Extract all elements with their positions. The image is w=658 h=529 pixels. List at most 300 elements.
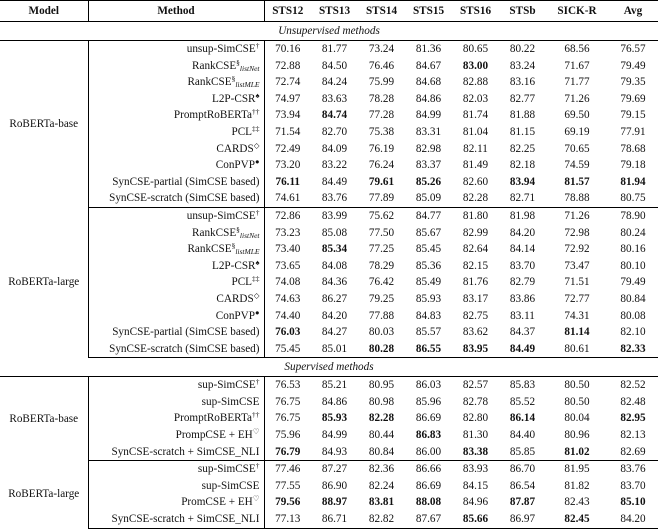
method-sub: listNet xyxy=(239,63,260,73)
method-cell xyxy=(88,225,264,242)
value-cell: 80.50 xyxy=(564,395,590,408)
value-cell: 82.25 xyxy=(509,142,536,155)
value-cell: 79.69 xyxy=(620,92,646,105)
value-cell: 76.19 xyxy=(368,142,395,155)
value-cell: 86.90 xyxy=(321,479,348,492)
value-cell: 81.88 xyxy=(509,109,536,122)
value-cell: 77.55 xyxy=(264,478,311,495)
value-cell: 74.08 xyxy=(264,274,311,291)
value-cell: 80.10 xyxy=(620,259,646,272)
value-cell: 82.28 xyxy=(452,190,499,207)
method-name: ConPVP xyxy=(215,309,255,322)
value-cell: 69.50 xyxy=(564,109,590,122)
table-row xyxy=(0,444,658,461)
method-sup: ♡ xyxy=(252,427,260,437)
method-sub: listMLE xyxy=(235,247,260,257)
value-cell: 84.74 xyxy=(321,109,348,122)
method-sup: § xyxy=(236,57,240,67)
value-cell: 79.61 xyxy=(368,175,395,188)
value-cell: 82.43 xyxy=(564,496,590,509)
value-cell: 86.69 xyxy=(415,412,442,425)
value-cell: 88.08 xyxy=(415,496,442,509)
value-cell: 80.61 xyxy=(546,341,608,358)
table-row xyxy=(0,427,658,444)
value-cell: 77.89 xyxy=(358,190,405,207)
value-cell: 82.70 xyxy=(321,125,348,138)
table-row xyxy=(0,377,658,394)
value-cell: 82.82 xyxy=(358,511,405,528)
value-cell: 81.30 xyxy=(462,429,489,442)
value-cell: 81.74 xyxy=(462,109,489,122)
value-cell: 78.29 xyxy=(368,259,395,272)
value-cell: 77.88 xyxy=(368,309,395,322)
value-cell: 79.15 xyxy=(620,109,646,122)
value-cell: 76.11 xyxy=(264,174,311,191)
value-cell: 88.97 xyxy=(321,496,348,509)
value-cell: 75.38 xyxy=(368,125,395,138)
value-cell: 73.47 xyxy=(564,259,590,272)
value-cell: 76.53 xyxy=(264,377,311,394)
method-name: RankCSE xyxy=(187,76,232,89)
value-cell: 85.57 xyxy=(415,326,442,339)
table-row xyxy=(0,141,658,158)
value-cell: 78.68 xyxy=(620,142,646,155)
table-row xyxy=(0,225,658,242)
value-cell: 82.45 xyxy=(546,511,608,528)
value-cell: 82.24 xyxy=(368,479,395,492)
value-cell: 83.37 xyxy=(415,159,442,172)
method-sup: § xyxy=(231,74,236,84)
value-cell: 85.01 xyxy=(311,341,358,358)
value-cell: 83.63 xyxy=(321,92,348,105)
value-cell: 81.15 xyxy=(509,125,536,138)
method-sup: ♠ xyxy=(255,257,260,267)
value-cell: 82.15 xyxy=(462,259,489,272)
method-cell xyxy=(88,91,264,108)
method-cell xyxy=(88,377,264,394)
value-cell: 73.94 xyxy=(264,107,311,124)
value-cell: 87.67 xyxy=(405,511,452,528)
value-cell: 72.86 xyxy=(264,207,311,224)
value-cell: 86.66 xyxy=(415,463,442,476)
method-name: ConPVP xyxy=(215,159,255,172)
value-cell: 75.99 xyxy=(368,76,395,89)
method-cell xyxy=(88,207,264,224)
method-name: PromptRoBERTa xyxy=(173,412,252,425)
value-cell: 82.28 xyxy=(368,412,395,425)
value-cell: 85.21 xyxy=(321,379,348,392)
table-row xyxy=(0,478,658,495)
value-cell: 83.38 xyxy=(452,444,499,461)
value-cell: 84.09 xyxy=(321,142,348,155)
model-cell: RoBERTa-large xyxy=(0,207,88,357)
method-sub: listNet xyxy=(239,230,260,240)
value-cell: 78.28 xyxy=(368,92,395,105)
method-cell xyxy=(88,174,264,191)
value-cell: 84.20 xyxy=(608,511,658,528)
method-cell xyxy=(88,444,264,461)
value-cell: 80.95 xyxy=(368,379,395,392)
value-cell: 83.99 xyxy=(321,209,348,222)
value-cell: 82.75 xyxy=(462,309,489,322)
value-cell: 76.03 xyxy=(264,324,311,341)
value-cell: 82.98 xyxy=(415,142,442,155)
value-cell: 84.96 xyxy=(462,496,489,509)
value-cell: 82.18 xyxy=(509,159,536,172)
method-name: CARDS xyxy=(216,292,254,305)
method-name: sup-SimCSE xyxy=(197,379,256,392)
header-sts15: STS15 xyxy=(405,1,452,22)
method-name: RankCSE xyxy=(192,226,237,239)
method-cell xyxy=(88,394,264,411)
value-cell: 87.87 xyxy=(509,496,536,509)
value-cell: 83.93 xyxy=(462,463,489,476)
model-cell: RoBERTa-large xyxy=(0,461,88,528)
model-cell: RoBERTa-base xyxy=(0,377,88,461)
table-row xyxy=(0,157,658,174)
value-cell: 73.24 xyxy=(368,43,395,55)
method-cell xyxy=(88,190,264,207)
table-row xyxy=(0,494,658,511)
value-cell: 86.55 xyxy=(405,341,452,358)
value-cell: 82.77 xyxy=(509,92,536,105)
value-cell: 84.20 xyxy=(321,309,348,322)
value-cell: 83.95 xyxy=(452,341,499,358)
value-cell: 82.71 xyxy=(499,190,546,207)
value-cell: 72.77 xyxy=(564,292,590,305)
value-cell: 81.95 xyxy=(564,463,590,476)
value-cell: 86.70 xyxy=(509,463,536,476)
value-cell: 84.08 xyxy=(321,259,348,272)
value-cell: 84.15 xyxy=(462,479,489,492)
value-cell: 82.88 xyxy=(462,76,489,89)
value-cell: 82.48 xyxy=(620,395,646,408)
value-cell: 86.83 xyxy=(415,429,442,442)
value-cell: 83.00 xyxy=(462,59,489,72)
value-cell: 79.18 xyxy=(620,159,646,172)
value-cell: 82.64 xyxy=(462,243,489,256)
value-cell: 76.75 xyxy=(264,410,311,427)
method-name: sup-SimCSE xyxy=(197,463,256,476)
value-cell: 79.35 xyxy=(620,76,646,89)
value-cell: 68.56 xyxy=(564,43,590,55)
method-cell xyxy=(88,410,264,427)
section-row xyxy=(0,358,658,377)
value-cell: 82.57 xyxy=(462,379,489,392)
value-cell: 78.88 xyxy=(546,190,608,207)
value-cell: 76.57 xyxy=(620,43,646,55)
value-cell: 80.28 xyxy=(358,341,405,358)
value-cell: 81.57 xyxy=(564,175,590,188)
value-cell: 87.27 xyxy=(321,463,348,476)
value-cell: 86.54 xyxy=(509,479,536,492)
method-name: SynCSE-scratch (SimCSE based) xyxy=(109,192,260,205)
method-sup: †† xyxy=(252,410,260,420)
value-cell: 82.36 xyxy=(368,463,395,476)
value-cell: 85.26 xyxy=(415,175,442,188)
method-sup: † xyxy=(255,41,260,50)
section-title: Supervised methods xyxy=(0,358,658,377)
value-cell: 80.98 xyxy=(368,395,395,408)
table-row xyxy=(0,291,658,308)
value-cell: 74.59 xyxy=(564,159,590,172)
value-cell: 85.83 xyxy=(509,379,536,392)
value-cell: 80.22 xyxy=(509,43,536,55)
value-cell: 73.40 xyxy=(264,241,311,258)
method-name: SynCSE-scratch (SimCSE based) xyxy=(109,342,260,355)
value-cell: 81.76 xyxy=(462,276,489,289)
method-cell xyxy=(88,308,264,325)
value-cell: 71.26 xyxy=(564,209,590,222)
value-cell: 83.31 xyxy=(415,125,442,138)
value-cell: 83.76 xyxy=(620,463,646,476)
method-sup: ● xyxy=(254,307,260,317)
method-cell xyxy=(88,107,264,124)
value-cell: 81.82 xyxy=(564,479,590,492)
table-row xyxy=(0,241,658,258)
table-row xyxy=(0,258,658,275)
value-cell: 70.65 xyxy=(564,142,590,155)
value-cell: 84.24 xyxy=(321,76,348,89)
value-cell: 80.16 xyxy=(620,243,646,256)
method-cell xyxy=(88,141,264,158)
value-cell: 83.81 xyxy=(368,496,395,509)
method-name: L2P-CSR xyxy=(211,92,256,105)
value-cell: 80.44 xyxy=(368,429,395,442)
method-sup: † xyxy=(255,207,260,217)
value-cell: 81.14 xyxy=(564,326,590,339)
table-row xyxy=(0,74,658,91)
value-cell: 74.61 xyxy=(264,190,311,207)
header-sick-r: SICK-R xyxy=(546,1,608,22)
value-cell: 84.93 xyxy=(311,444,358,461)
value-cell: 72.74 xyxy=(264,74,311,91)
value-cell: 79.25 xyxy=(368,292,395,305)
value-cell: 71.51 xyxy=(564,276,590,289)
method-sup: § xyxy=(236,224,240,234)
method-sup: † xyxy=(255,377,260,387)
value-cell: 84.14 xyxy=(509,243,536,256)
value-cell: 75.45 xyxy=(264,341,311,358)
value-cell: 79.49 xyxy=(620,276,646,289)
method-name: PrompCSE + EH xyxy=(175,429,253,442)
value-cell: 86.71 xyxy=(311,511,358,528)
value-cell: 72.92 xyxy=(564,243,590,256)
value-cell: 84.37 xyxy=(509,326,536,339)
method-name: PCL xyxy=(231,276,252,289)
method-name: PromCSE + EH xyxy=(181,496,253,509)
value-cell: 85.52 xyxy=(509,395,536,408)
method-name: sup-SimCSE xyxy=(201,395,260,408)
header-method: Method xyxy=(88,1,264,22)
value-cell: 77.25 xyxy=(368,243,395,256)
value-cell: 85.08 xyxy=(321,226,348,239)
value-cell: 81.77 xyxy=(321,43,348,55)
value-cell: 85.85 xyxy=(499,444,546,461)
method-cell xyxy=(88,291,264,308)
method-name: RankCSE xyxy=(192,59,237,72)
value-cell: 85.10 xyxy=(620,496,646,509)
value-cell: 84.86 xyxy=(321,395,348,408)
value-cell: 77.46 xyxy=(264,461,311,478)
value-cell: 81.94 xyxy=(620,175,646,188)
value-cell: 82.99 xyxy=(462,226,489,239)
method-sub: listMLE xyxy=(235,80,260,90)
method-sup: †† xyxy=(252,107,260,117)
value-cell: 82.52 xyxy=(620,379,646,392)
value-cell: 75.62 xyxy=(368,209,395,222)
value-cell: 71.67 xyxy=(564,59,590,72)
table-row xyxy=(0,58,658,75)
method-cell xyxy=(88,58,264,75)
header-row xyxy=(0,1,658,22)
value-cell: 81.04 xyxy=(462,125,489,138)
value-cell: 80.96 xyxy=(564,429,590,442)
value-cell: 85.34 xyxy=(321,243,348,256)
value-cell: 84.68 xyxy=(415,76,442,89)
value-cell: 80.84 xyxy=(358,444,405,461)
method-cell xyxy=(88,157,264,174)
method-name: CARDS xyxy=(216,142,254,155)
method-cell xyxy=(88,41,264,58)
section-row xyxy=(0,22,658,41)
value-cell: 71.54 xyxy=(264,124,311,141)
value-cell: 79.56 xyxy=(264,494,311,511)
value-cell: 80.24 xyxy=(620,226,646,239)
table-row xyxy=(0,341,658,358)
value-cell: 74.97 xyxy=(264,91,311,108)
value-cell: 82.95 xyxy=(620,412,646,425)
value-cell: 83.86 xyxy=(509,292,536,305)
value-cell: 85.93 xyxy=(415,292,442,305)
table-row xyxy=(0,190,658,207)
value-cell: 86.27 xyxy=(321,292,348,305)
value-cell: 75.96 xyxy=(264,427,311,444)
value-cell: 82.60 xyxy=(462,175,489,188)
value-cell: 82.78 xyxy=(462,395,489,408)
header-sts13: STS13 xyxy=(311,1,358,22)
method-cell xyxy=(88,324,264,341)
value-cell: 80.65 xyxy=(462,43,489,55)
method-cell xyxy=(88,427,264,444)
value-cell: 81.98 xyxy=(509,209,536,222)
header-model: Model xyxy=(0,1,88,22)
value-cell: 82.03 xyxy=(462,92,489,105)
value-cell: 80.08 xyxy=(620,309,646,322)
value-cell: 69.19 xyxy=(564,125,590,138)
table-row xyxy=(0,174,658,191)
value-cell: 80.84 xyxy=(620,292,646,305)
value-cell: 83.24 xyxy=(509,59,536,72)
table-row xyxy=(0,511,658,528)
value-cell: 83.70 xyxy=(509,259,536,272)
method-cell xyxy=(88,511,264,528)
value-cell: 84.49 xyxy=(321,175,348,188)
value-cell: 79.49 xyxy=(620,59,646,72)
table-row xyxy=(0,394,658,411)
value-cell: 84.50 xyxy=(321,59,348,72)
value-cell: 84.99 xyxy=(415,109,442,122)
method-name: unsup-SimCSE xyxy=(186,209,256,222)
method-sup: ♡ xyxy=(252,494,260,504)
table-row xyxy=(0,274,658,291)
value-cell: 84.99 xyxy=(321,429,348,442)
method-sup: ‡‡ xyxy=(252,274,260,284)
header-avg: Avg xyxy=(608,1,658,22)
value-cell: 83.94 xyxy=(509,175,536,188)
value-cell: 74.40 xyxy=(264,308,311,325)
value-cell: 70.16 xyxy=(264,41,311,58)
method-cell xyxy=(88,74,264,91)
value-cell: 72.49 xyxy=(264,141,311,158)
table-row xyxy=(0,308,658,325)
model-cell: RoBERTa-base xyxy=(0,41,88,208)
value-cell: 83.17 xyxy=(462,292,489,305)
section-title: Unsupervised methods xyxy=(0,22,658,41)
value-cell: 84.40 xyxy=(509,429,536,442)
value-cell: 82.79 xyxy=(509,276,536,289)
method-sup: ‡‡ xyxy=(252,123,260,133)
value-cell: 71.26 xyxy=(564,92,590,105)
method-name: PromptRoBERTa xyxy=(173,109,252,122)
method-sup: † xyxy=(255,461,260,471)
value-cell: 81.80 xyxy=(462,209,489,222)
value-cell: 85.67 xyxy=(415,226,442,239)
value-cell: 76.46 xyxy=(368,59,395,72)
method-cell xyxy=(88,124,264,141)
method-name: SynCSE-scratch + SimCSE_NLI xyxy=(111,513,260,526)
value-cell: 81.36 xyxy=(415,43,442,55)
value-cell: 85.96 xyxy=(415,395,442,408)
value-cell: 76.42 xyxy=(368,276,395,289)
value-cell: 83.62 xyxy=(462,326,489,339)
value-cell: 77.28 xyxy=(368,109,395,122)
header-sts12: STS12 xyxy=(264,1,311,22)
method-cell xyxy=(88,274,264,291)
method-name: L2P-CSR xyxy=(211,259,256,272)
table-row xyxy=(0,41,658,58)
method-name: unsup-SimCSE xyxy=(186,43,256,55)
value-cell: 76.79 xyxy=(264,444,311,461)
method-name: SynCSE-partial (SimCSE based) xyxy=(112,175,260,188)
value-cell: 82.80 xyxy=(462,412,489,425)
value-cell: 84.77 xyxy=(415,209,442,222)
method-cell xyxy=(88,494,264,511)
table-row xyxy=(0,124,658,141)
method-name: SynCSE-scratch + SimCSE_NLI xyxy=(111,445,260,458)
value-cell: 80.04 xyxy=(564,412,590,425)
value-cell: 72.98 xyxy=(564,226,590,239)
method-name: RankCSE xyxy=(187,243,232,256)
value-cell: 77.50 xyxy=(368,226,395,239)
value-cell: 86.14 xyxy=(509,412,536,425)
value-cell: 85.09 xyxy=(405,190,452,207)
value-cell: 84.67 xyxy=(415,59,442,72)
header-sts16: STS16 xyxy=(452,1,499,22)
value-cell: 74.63 xyxy=(264,291,311,308)
method-sup: ♠ xyxy=(255,90,260,100)
value-cell: 86.00 xyxy=(405,444,452,461)
value-cell: 80.50 xyxy=(564,379,590,392)
method-cell xyxy=(88,341,264,358)
value-cell: 86.97 xyxy=(499,511,546,528)
method-name: PCL xyxy=(231,125,252,138)
method-cell xyxy=(88,478,264,495)
method-name: SynCSE-partial (SimCSE based) xyxy=(112,326,260,339)
value-cell: 82.13 xyxy=(620,429,646,442)
value-cell: 81.49 xyxy=(462,159,489,172)
value-cell: 85.93 xyxy=(321,412,348,425)
